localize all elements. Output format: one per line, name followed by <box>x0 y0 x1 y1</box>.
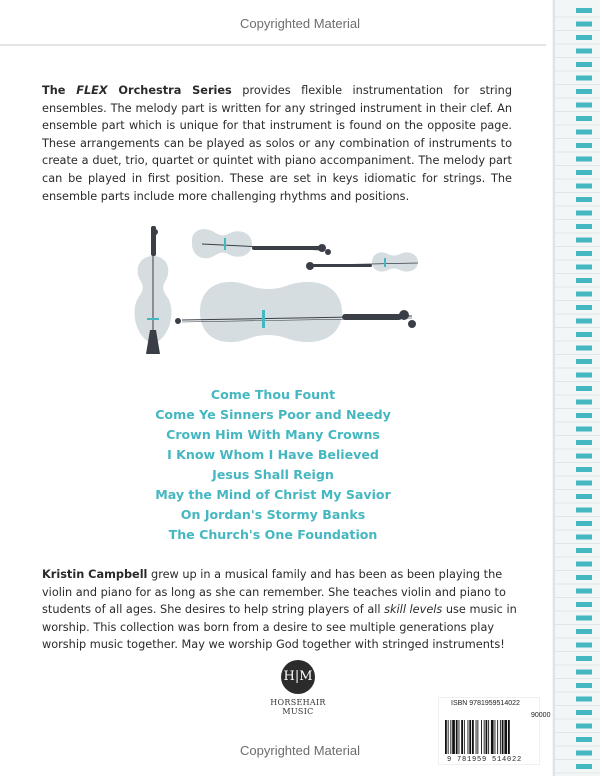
intro-lead: The <box>42 84 77 97</box>
piano-key-decoration <box>576 440 592 445</box>
piano-key-decoration <box>576 130 592 135</box>
song-title: I Know Whom I Have Believed <box>167 447 379 462</box>
piano-key-decoration <box>576 575 592 580</box>
piano-key-decoration <box>576 346 592 351</box>
piano-key-decoration <box>576 319 592 324</box>
piano-keys-decoration <box>552 0 600 776</box>
piano-key-decoration <box>576 481 592 486</box>
piano-key-decoration <box>576 305 592 310</box>
song-title: Come Ye Sinners Poor and Needy <box>155 407 391 422</box>
piano-key-decoration <box>576 413 592 418</box>
watermark-top: Copyrighted Material <box>240 16 360 31</box>
piano-key-decoration <box>576 157 592 162</box>
series-name-italic: FLEX <box>76 84 108 97</box>
piano-key-decoration <box>576 359 592 364</box>
piano-key-decoration <box>576 170 592 175</box>
piano-key-decoration <box>576 427 592 432</box>
piano-key-decoration <box>576 76 592 81</box>
piano-key-decoration <box>576 224 592 229</box>
piano-key-decoration <box>576 589 592 594</box>
string-instruments-illustration <box>122 220 434 370</box>
piano-key-decoration <box>576 22 592 27</box>
piano-key-decoration <box>576 454 592 459</box>
piano-key-decoration <box>576 521 592 526</box>
piano-key-decoration <box>576 737 592 742</box>
series-description <box>42 82 512 205</box>
piano-key-decoration <box>576 400 592 405</box>
piano-key-decoration <box>576 35 592 40</box>
piano-key-decoration <box>576 616 592 621</box>
piano-key-decoration <box>576 143 592 148</box>
piano-key-decoration <box>576 494 592 499</box>
piano-key-decoration <box>576 710 592 715</box>
piano-key-decoration <box>576 656 592 661</box>
piano-key-decoration <box>576 535 592 540</box>
publisher-monogram: H|M <box>281 660 315 694</box>
piano-key-decoration <box>576 251 592 256</box>
piano-key-decoration <box>576 764 592 769</box>
piano-key-decoration <box>576 602 592 607</box>
viola-large-illustration <box>175 282 416 342</box>
isbn-label: ISBN 9781959514022 <box>451 700 520 707</box>
publisher-name: HORSEHAIR MUSIC <box>270 698 326 716</box>
song-title: Come Thou Fount <box>210 387 336 402</box>
piano-key-decoration <box>576 265 592 270</box>
piano-key-decoration <box>576 643 592 648</box>
violin-small-illustration <box>306 252 418 271</box>
piano-key-decoration <box>576 278 592 283</box>
piano-key-decoration <box>576 467 592 472</box>
bio-text-1: grew up in a musical family and has been as been playing the violin and piano for as long as she can remember. She teaches violin and piano to students of all ages. She desires to help string players of all <box>42 568 506 617</box>
piano-key-decoration <box>576 332 592 337</box>
piano-key-decoration <box>576 8 592 13</box>
piano-key-decoration <box>576 670 592 675</box>
series-name: Orchestra Series <box>107 84 232 97</box>
song-list <box>0 385 546 545</box>
bio-text-2: use music in worship. This collection was born from a desire to see multiple generations play worship music together. May we worship God together with stringed instruments! <box>42 603 517 652</box>
piano-key-decoration <box>576 508 592 513</box>
piano-key-decoration <box>576 62 592 67</box>
song-title: Jesus Shall Reign <box>212 467 334 482</box>
piano-key-decoration <box>576 373 592 378</box>
upright-violin-illustration <box>134 226 171 354</box>
piano-key-decoration <box>576 724 592 729</box>
piano-key-decoration <box>576 548 592 553</box>
header-divider <box>0 44 546 46</box>
publisher-logo <box>258 660 338 716</box>
violin-top-illustration <box>192 229 331 258</box>
barcode-digits: 9 781959 514022 <box>447 756 523 764</box>
bio-italic: skill levels <box>384 603 443 617</box>
piano-key-decoration <box>576 386 592 391</box>
piano-key-decoration <box>576 103 592 108</box>
song-title: On Jordan's Stormy Banks <box>180 507 366 522</box>
watermark-bottom: Copyrighted Material <box>240 743 360 758</box>
song-title: May the Mind of Christ My Savior <box>155 487 391 502</box>
piano-key-decoration <box>576 184 592 189</box>
song-title: The Church's One Foundation <box>168 527 378 542</box>
piano-key-decoration <box>576 562 592 567</box>
song-title: Crown Him With Many Crowns <box>166 427 380 442</box>
piano-key-decoration <box>576 629 592 634</box>
piano-key-decoration <box>576 197 592 202</box>
intro-body: provides flexible instrumentation for string ensembles. The melody part is written for any stringed instrument in their clef. An ensemble part which is unique for that instrument is found on the opposite page. These arrangements can be played as solos or any combination of instruments to create a duet, trio, quartet or quintet with piano accompaniment. The melody part can be played in first position. These are set in keys idiomatic for strings. The ensemble parts include more challenging rhythms and positions. <box>42 84 513 203</box>
author-bio <box>42 566 517 654</box>
piano-key-decoration <box>576 211 592 216</box>
piano-key-decoration <box>576 238 592 243</box>
piano-key-decoration <box>576 116 592 121</box>
piano-key-decoration <box>576 89 592 94</box>
piano-key-decoration <box>576 697 592 702</box>
price-code: 90000 <box>531 712 551 719</box>
author-name: Kristin Campbell <box>42 568 148 581</box>
piano-key-decoration <box>576 292 592 297</box>
piano-key-decoration <box>576 683 592 688</box>
piano-key-decoration <box>576 49 592 54</box>
